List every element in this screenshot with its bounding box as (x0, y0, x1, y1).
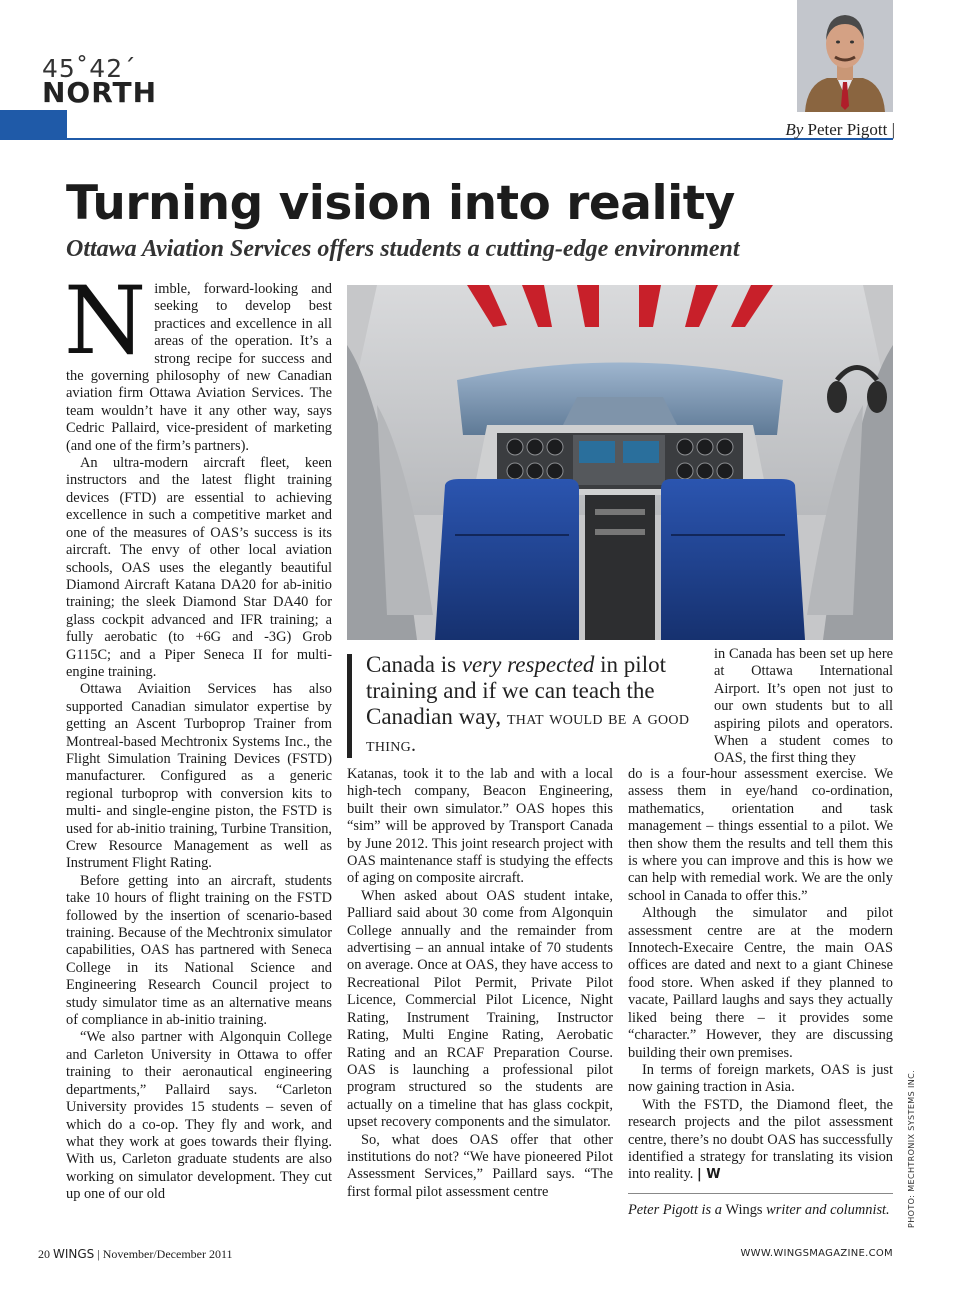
credit-text: is a (697, 1202, 726, 1218)
credit-rule (628, 1193, 893, 1194)
paragraph: Although the simulator and pilot assessment centre are at the modern Innotech-Execaire Centre, the main OAS offices are dated and next to a giant Chinese food store. When asked if they planned to vacate, Paillard laughs and says they actually liked being there – it provides some “character.” However, they are discussing building their own premises. (628, 905, 893, 1061)
paragraph-text: With the FSTD, the Diamond fleet, the research projects and the pilot assessment centre, there’s no doubt OAS has successfully identified a strategy for translating its vision into reality. (628, 1096, 893, 1183)
paragraph: Before getting into an aircraft, students take 10 hours of flight training on the FSTD followed by the insertion of scenario-based training. Because of the Mechtronix simulator capabilities, OAS has partnered with Seneca College in its National Science and Engineering Research Council project to study simulator time as an alternative means of compliance in ab-initio training. (66, 872, 332, 1029)
pullquote-text: Canada is (366, 652, 462, 677)
byline (700, 120, 895, 140)
paragraph: do is a four-hour assessment exercise. We assess them in eye/hand co-ordination, mathematics, orientation and task management – things essential to a pilot. We then show them the results and tell them this is where you can improve and this is how we can help with remedial work. We are the only school in Canada to offer this.” (628, 766, 893, 904)
folio (38, 1247, 233, 1262)
pullquote (366, 652, 698, 758)
folio-separator: | (97, 1247, 100, 1261)
paragraph: When asked about OAS student intake, Palliard said about 30 come from Algonquin College annually and the remainder from advertising – an annual intake of 70 students on average. Once at OAS, they have access to Recreational Pilot Permit, Private Pilot Licence, Commercial Pilot Licence, Night Rating, Instrument Training, Instructor Rating, Multi Engine Rating, Aerobatic Rating and an RCAF Preparation Course. OAS is launching a professional pilot program structured so the students are actually on a timeline that has glass cockpit, upset recovery components and the simulator. (347, 887, 613, 1131)
paragraph: In terms of foreign markets, OAS is just now gaining traction in Asia. (628, 1061, 893, 1096)
credit-magazine: Wings (725, 1202, 763, 1218)
cockpit-simulator-photo (347, 285, 893, 640)
end-mark: | W (697, 1167, 721, 1183)
section-color-bar (0, 110, 67, 140)
column-3 (628, 766, 893, 1184)
credit-name: Peter Pigott (628, 1202, 698, 1218)
paragraph: Ottawa Aviaition Services has also supported Canadian simulator expertise by getting an Ascent Turboprop Trainer from Montreal-based Mechtronix Systems Inc., the Flight Simulation Training Devices (FSTD) manufacturer. Configured as a generic regional turboprop with conversion kits to multi- and single-engine piston, the FSTD is used for ab-initio training, Turbine Transition, Crew Resource Management as well as Instrument Flight Rating. (66, 681, 332, 872)
pullquote-bar (347, 654, 352, 758)
magazine-name: WINGS (53, 1247, 95, 1261)
byline-prefix: By (785, 120, 804, 139)
section-coordinates: 45˚42´ (42, 54, 137, 83)
photo-credit: PHOTO: MECHTRONIX SYSTEMS INC. (907, 1069, 916, 1228)
byline-author: Peter Pigott (807, 120, 888, 139)
paragraph (628, 1097, 893, 1184)
author-credit (628, 1202, 893, 1219)
issue-date: November/December 2011 (102, 1247, 233, 1261)
deck: Ottawa Aviation Services offers students a cutting-edge environment (66, 236, 740, 262)
credit-text: writer and columnist. (762, 1202, 890, 1218)
paragraph: An ultra-modern aircraft fleet, keen instructors and the latest flight training devices (FTD) are essential to achieving excellence in such a competitive market and one of the measures of OAS’s success is its aircraft. The envy of other local aviation schools, OAS uses the elegantly beautiful Diamond Aircraft Katana DA20 for ab-initio training; the sleek Diamond Star DA40 for glass cockpit advanced and IFR training; a fully aerobatic (to +6G and -3G) Grob G115C; and a Piper Seneca II for multi-engine training. (66, 455, 332, 680)
column-2 (347, 766, 613, 1201)
paragraph: in Canada has been set up here at Ottawa International Airport. It’s open not just to our own students but to all aspiring pilots and operators. When a student comes to OAS, the first thing they (714, 646, 893, 767)
headline: Turning vision into reality (66, 176, 735, 231)
paragraph: Katanas, took it to the lab and with a local high-tech company, Beacon Engineering, built their own simulator.” OAS hopes this “sim” will be approved by Transport Canada by June 2012. This joint research project with OAS maintenance staff is studying the effects of aging on composite aircraft. (347, 766, 613, 887)
byline-bar: | (891, 120, 895, 139)
author-portrait (797, 0, 893, 112)
website-url: WWW.WINGSMAGAZINE.COM (740, 1248, 893, 1259)
paragraph: imble, forward-looking and seeking to develop best practices and excellence in all areas of the operation. It’s a strong recipe for success and the governing philosophy of new Canadian aviation firm Ottawa Aviation Services. The team wouldn’t have it any other way, says Cedric Pallaird, vice-president of marketing (and one of the firm’s partners). (66, 281, 332, 454)
column-3-top (714, 646, 893, 768)
pullquote-text: in pilot training and if we can teach the Canadian way, (366, 652, 666, 729)
pullquote-emphasis: very respected (461, 652, 595, 677)
page-number: 20 (38, 1247, 50, 1261)
paragraph: “We also partner with Algonquin College and Carleton University in Ottawa to offer training to their aeronautical engineering departments,” Pallaird says. “Carleton University provides 15 students – seven of which do a co-op. They fly and work, and what they work at goes towards their flying. With us, Carleton graduate students are also working on simulator development. They cut up one of our old (66, 1029, 332, 1203)
pullquote-smallcaps: that would be a good thing. (366, 707, 690, 756)
column-1 (64, 267, 332, 1204)
paragraph: So, what does OAS offer that other institutions do not? “We have pioneered Pilot Assessment Services,” Paillard says. “The first formal pilot assessment centre (347, 1131, 613, 1200)
section-name: NORTH (42, 76, 158, 109)
drop-cap: N (64, 267, 147, 376)
